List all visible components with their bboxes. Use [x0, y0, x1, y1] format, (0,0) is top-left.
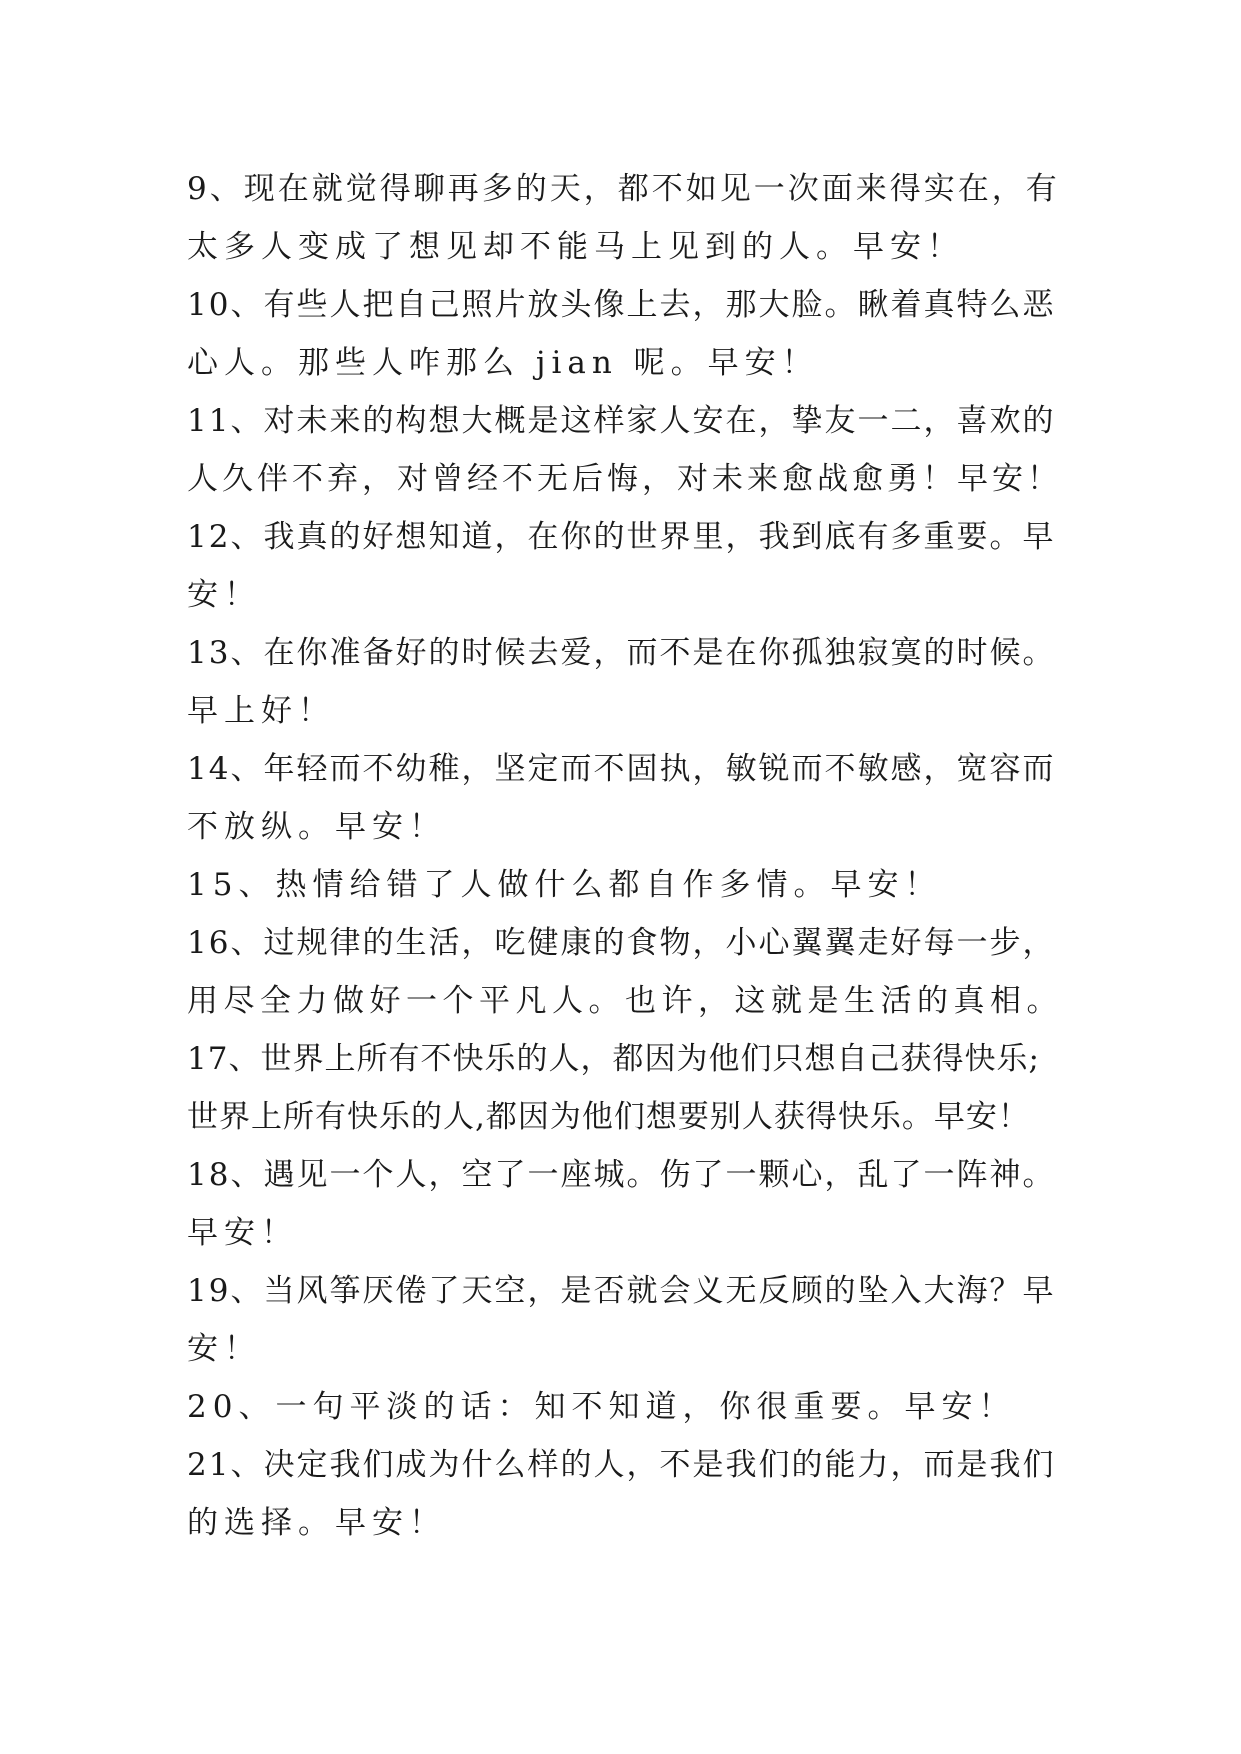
text-line: 20、一句平淡的话：知不知道，你很重要。早安！	[187, 1389, 1016, 1425]
text-line: 人久伴不弃，对曾经不无后悔，对未来愈战愈勇！早安！	[187, 461, 1062, 497]
text-line: 的选择。早安！	[187, 1505, 446, 1541]
text-line: 10、有些人把自己照片放头像上去，那大脸。瞅着真特么恶	[187, 287, 1056, 323]
text-line: 早安！	[187, 1215, 298, 1251]
text-line: 12、我真的好想知道，在你的世界里，我到底有多重要。早	[187, 519, 1056, 555]
text-line: 心人。那些人咋那么 jian 呢。早安！	[187, 345, 819, 381]
text-line: 15、热情给错了人做什么都自作多情。早安！	[187, 867, 942, 903]
text-line: 18、遇见一个人，空了一座城。伤了一颗心，乱了一阵神。	[187, 1157, 1056, 1193]
text-line: 安！	[187, 1331, 261, 1367]
text-line: 17、世界上所有不快乐的人，都因为他们只想自己获得快乐;	[187, 1041, 1040, 1077]
text-line: 21、决定我们成为什么样的人，不是我们的能力，而是我们	[187, 1447, 1056, 1483]
text-line: 太多人变成了想见却不能马上见到的人。早安！	[187, 229, 964, 265]
text-line: 9、现在就觉得聊再多的天，都不如见一次面来得实在，有	[187, 171, 1060, 207]
text-line: 14、年轻而不幼稚，坚定而不固执，敏锐而不敏感，宽容而	[187, 751, 1056, 787]
text-line: 安！	[187, 577, 261, 613]
document-body	[187, 160, 1067, 1552]
text-line: 11、对未来的构想大概是这样家人安在，挚友一二，喜欢的	[187, 403, 1056, 439]
text-line: 早上好！	[187, 693, 335, 729]
text-line: 19、当风筝厌倦了天空，是否就会义无反顾的坠入大海？早	[187, 1273, 1056, 1309]
text-line: 用尽全力做好一个平凡人。也许，这就是生活的真相。	[187, 983, 1063, 1019]
text-line: 16、过规律的生活，吃健康的食物，小心翼翼走好每一步，	[187, 925, 1056, 961]
text-line: 不放纵。早安！	[187, 809, 446, 845]
text-line: 世界上所有快乐的人,都因为他们想要别人获得快乐。早安！	[187, 1099, 1030, 1135]
text-line: 13、在你准备好的时候去爱，而不是在你孤独寂寞的时候。	[187, 635, 1056, 671]
